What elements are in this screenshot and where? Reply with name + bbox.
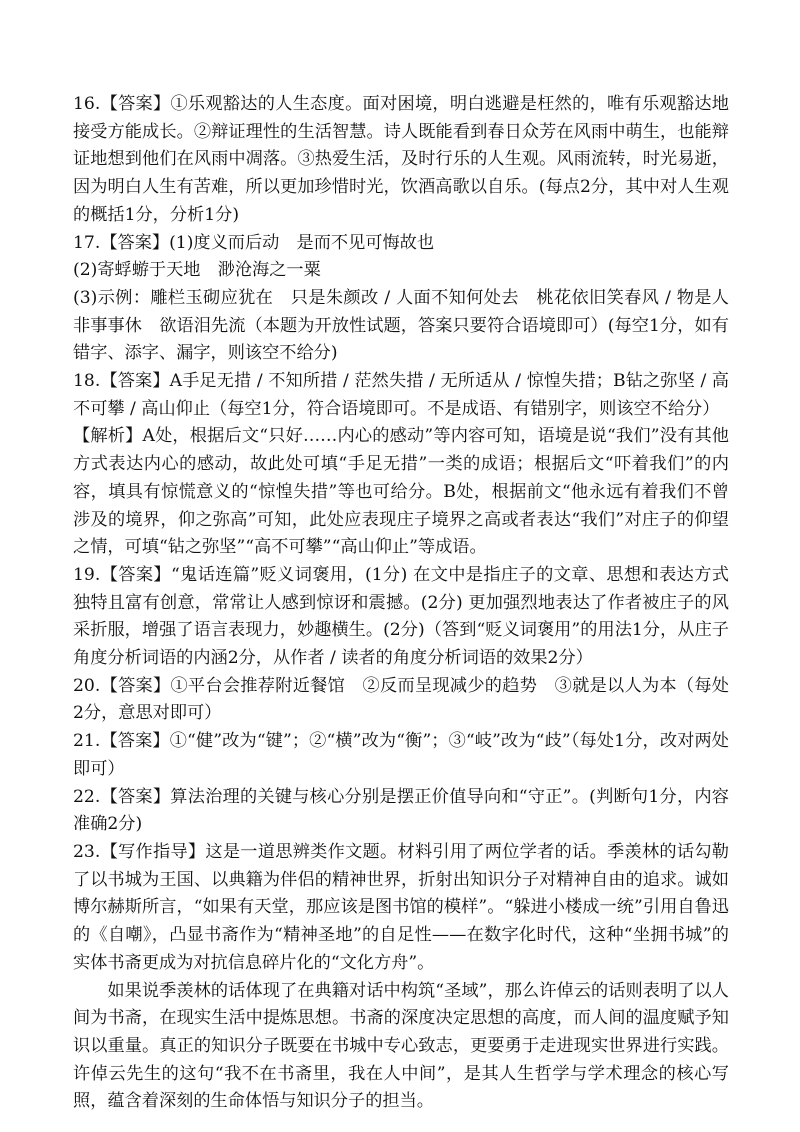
answer-document: [73, 91, 729, 1116]
answer-19: 19.【答案】“鬼话连篇”贬义词褒用，(1分) 在文中是指庄子的文章、思想和表达方式独特且富有创意，常常让人感到惊讶和震撼。(2分) 更加强烈地表达了作者被庄子的风采折服，增强了语言表现力，妙趣横生。(2分)（答到“贬义词褒用”的用法1分，从庄子角度分析词语的内涵2分，从作者 / 读者的角度分析词语的效果2分）: [73, 564, 729, 669]
answer-22: 22.【答案】算法治理的关键与核心分别是摆正价值导向和“守正”。(判断句1分，内容准确2分): [73, 786, 729, 835]
answer-23-writing-guide: 23.【写作指导】这是一道思辨类作文题。材料引用了两位学者的话。季羡林的话勾勒了以书城为王国、以典籍为伴侣的精神世界，折射出知识分子对精神自由的追求。诚如博尔赫斯所言，“如果有天堂，那应该是图书馆的模样”。“躲进小楼成一统”引用自鲁迅的《自嘲》，凸显书斋作为“精神圣地”的自足性——在数字化时代，这种“坐拥书城”的实体书斋更成为对抗信息碎片化的“文化方舟”。: [73, 841, 729, 973]
answer-17-part-1: 17.【答案】(1)度义而后动 是而不见可悔故也: [73, 232, 435, 253]
answer-18: 18.【答案】A手足无措 / 不知所措 / 茫然失措 / 无所适从 / 惊惶失措；B钻之弥坚 / 高不可攀 / 高山仰止（每空1分，符合语境即可。不是成语、有错别字，则该空不给分）: [73, 371, 729, 419]
answer-17-part-3: (3)示例：雕栏玉砌应犹在 只是朱颜改 / 人面不知何处去 桃花依旧笑春风 / 物是人非事事休 欲语泪先流（本题为开放性试题，答案只要符合语境即可）(每空1分，如有错字、添字、漏字，则该空不给分): [73, 287, 729, 364]
answer-17-part-2: (2)寄蜉蝣于天地 渺沧海之一粟: [73, 260, 321, 281]
answer-16: 16.【答案】①乐观豁达的人生态度。面对困境，明白逃避是枉然的，唯有乐观豁达地接受方能成长。②辩证理性的生活智慧。诗人既能看到春日众芳在风雨中萌生，也能辩证地想到他们在风雨中凋落。③热爱生活，及时行乐的人生观。风雨流转，时光易逝，因为明白人生有苦难，所以更加珍惜时光，饮酒高歌以自乐。(每点2分，其中对人生观的概括1分，分析1分): [73, 94, 729, 225]
answer-20: 20.【答案】①平台会推荐附近餐馆 ②反而呈现减少的趋势 ③就是以人为本（每处2分，意思对即可）: [73, 675, 729, 724]
answer-21: 21.【答案】①“健”改为“键”；②“横”改为“衡”；③“岐”改为“歧”（每处1分，改对两处即可）: [73, 731, 729, 779]
answer-18-analysis: 【解析】A处，根据后文“只好……内心的感动”等内容可知，语境是说“我们”没有其他方式表达内心的感动，故此处可填“手足无措”一类的成语；根据后文“吓着我们”的内容，填具有惊慌意义的“惊惶失措”等也可给分。B处，根据前文“他永远有着我们不曾涉及的境界，仰之弥高”可知，此处应表现庄子境界之高或者表达“我们”对庄子的仰望之情，可填“钻之弥坚”“高不可攀”“高山仰止”等成语。: [73, 426, 729, 558]
answer-23-paragraph-2: 如果说季羡林的话体现了在典籍对话中构筑“圣域”，那么许倬云的话则表明了以人间为书斋，在现实生活中提炼思想。书斋的深度决定思想的高度，而人间的温度赋予知识以重量。真正的知识分子既要在书城中专心致志，更要勇于走进现实世界进行实践。许倬云先生的这句“我不在书斋里，我在人中间”，是其人生哲学与学术理念的核心写照，蕴含着深刻的生命体悟与知识分子的担当。: [73, 980, 729, 1112]
